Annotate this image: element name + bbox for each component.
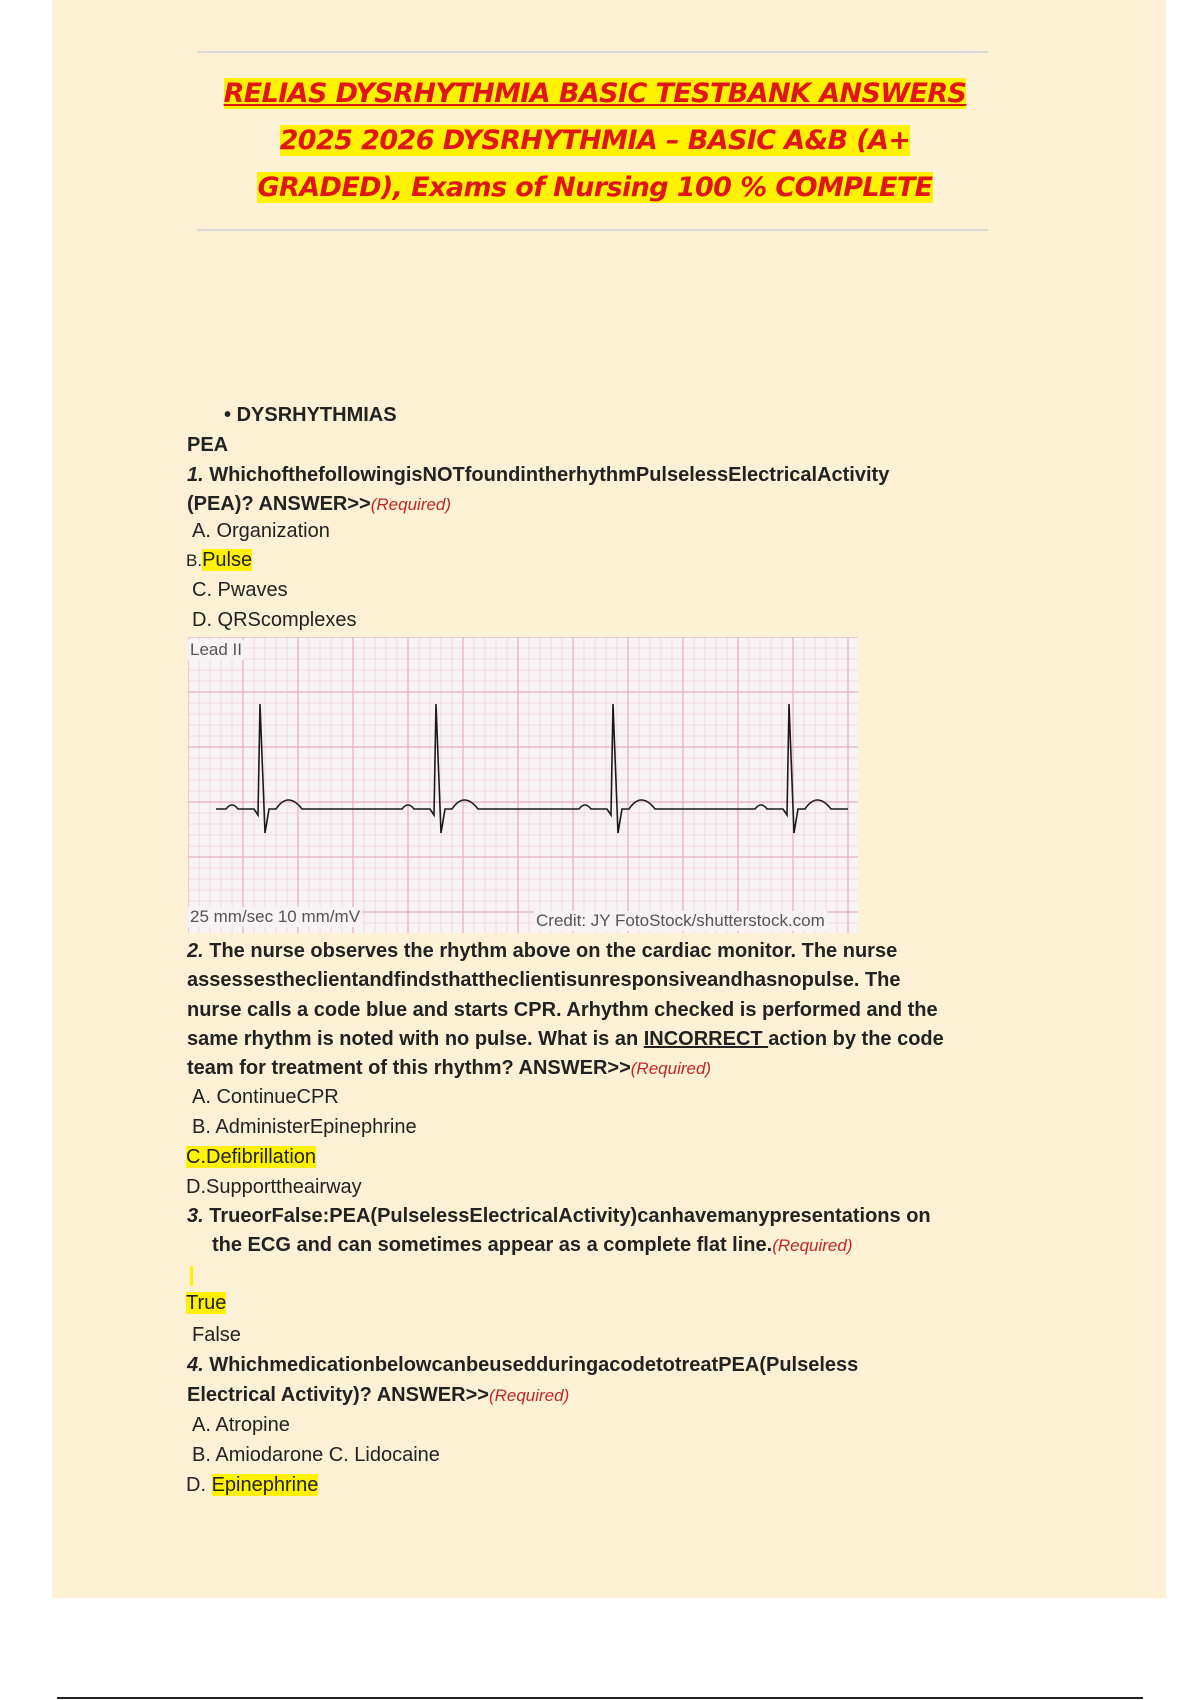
q2-number: 2.: [187, 940, 204, 962]
q2-option-b: B. AdministerEpinephrine: [192, 1116, 417, 1138]
q2-stem-5: team for treatment of this rhythm? ANSWER>>: [187, 1057, 631, 1079]
q1-stem-2: (PEA)? ANSWER>>: [187, 493, 371, 515]
q1-option-a: A. Organization: [192, 520, 330, 542]
q2-option-a: A. ContinueCPR: [192, 1086, 339, 1108]
section-heading-text: DYSRHYTHMIAS: [236, 404, 397, 426]
q3-stem-1: TrueorFalse:PEA(PulselessElectricalActivity)canhavemanypresentations on: [209, 1205, 931, 1227]
ecg-grid: [188, 637, 858, 933]
q3-option-false: False: [192, 1324, 241, 1346]
q4-line2: [187, 1382, 569, 1409]
q2-line5: [187, 1055, 711, 1082]
ecg-lead-label: Lead II: [190, 640, 242, 659]
q1-required: (Required): [370, 495, 452, 514]
q1-option-b-answer: Pulse: [202, 549, 253, 571]
q2-option-d: D.Supporttheairway: [186, 1176, 362, 1198]
title-bottom-rule: [197, 229, 988, 231]
title-line-2: 2025 2026 DYSRHYTHMIA – BASIC A&B (A+: [279, 125, 911, 156]
q1-stem-1: WhichofthefollowingisNOTfoundintherhythmPulselessElectricalActivity: [209, 464, 890, 486]
q2-stem-4a: same rhythm is noted with no pulse. What is an: [187, 1028, 644, 1050]
q3-required: (Required): [772, 1236, 853, 1255]
q3-number: 3.: [187, 1205, 204, 1227]
q4-stem-1: WhichmedicationbelowcanbeusedduringacodetotreatPEA(Pulseless: [209, 1354, 859, 1376]
title-top-rule: [197, 51, 988, 53]
q4-option-d: [186, 1472, 318, 1498]
q2-line4: [187, 1026, 944, 1052]
q2-line1: [187, 938, 897, 964]
ecg-credit: Credit: JY FotoStock/shutterstock.com: [536, 911, 825, 930]
q1-text-line1: [187, 462, 889, 488]
q4-stem-2: Electrical Activity)? ANSWER>>: [187, 1384, 489, 1406]
q2-option-c: [186, 1144, 316, 1170]
ecg-trace: [216, 704, 848, 833]
q2-stem-4b: action by the code: [768, 1028, 944, 1050]
q3-line2: [212, 1232, 853, 1259]
q3-option-true: [186, 1290, 226, 1316]
footer-rule: [57, 1697, 1143, 1699]
q1-option-b: [186, 547, 252, 574]
q4-required: (Required): [488, 1386, 570, 1405]
q4-number: 4.: [187, 1354, 204, 1376]
q2-incorrect-emphasis: INCORRECT: [643, 1028, 769, 1050]
q4-line1: [187, 1352, 858, 1378]
section-heading: [224, 402, 397, 428]
q1-option-b-letter: B.: [186, 551, 203, 570]
q1-option-c: C. Pwaves: [192, 579, 288, 601]
ecg-scale-label: 25 mm/sec 10 mm/mV: [190, 907, 361, 926]
q1-option-d: D. QRScomplexes: [192, 609, 357, 631]
q2-line2: assessestheclientandfindsthattheclientisunresponsiveandhasnopulse. The: [187, 969, 901, 991]
q3-option-true-answer: True: [186, 1292, 227, 1314]
document-title: [150, 70, 1040, 211]
q1-text-line2: [187, 491, 451, 518]
q2-line3: nurse calls a code blue and starts CPR. Arhythm checked is performed and the: [187, 999, 938, 1021]
title-line-1: RELIAS DYSRHYTHMIA BASIC TESTBANK ANSWERS: [223, 78, 967, 109]
bullet-icon: •: [224, 404, 232, 426]
q2-option-c-answer: C.Defibrillation: [186, 1146, 317, 1168]
q3-line1: [187, 1203, 931, 1229]
q2-stem-1: The nurse observes the rhythm above on the cardiac monitor. The nurse: [209, 940, 898, 962]
q4-option-b-c: B. Amiodarone C. Lidocaine: [192, 1444, 440, 1466]
highlight-mark: [190, 1266, 193, 1286]
title-line-3: GRADED), Exams of Nursing 100 % COMPLETE: [257, 172, 933, 203]
q2-required: (Required): [630, 1059, 712, 1078]
q1-number: 1.: [187, 464, 204, 486]
q4-option-d-letter: D.: [186, 1474, 206, 1496]
ecg-strip-figure: [188, 637, 858, 933]
q4-option-a: A. Atropine: [192, 1414, 290, 1436]
subheading-pea: PEA: [187, 434, 229, 456]
q3-stem-2: the ECG and can sometimes appear as a complete flat line.: [212, 1234, 773, 1256]
q4-option-d-answer: Epinephrine: [211, 1474, 319, 1496]
